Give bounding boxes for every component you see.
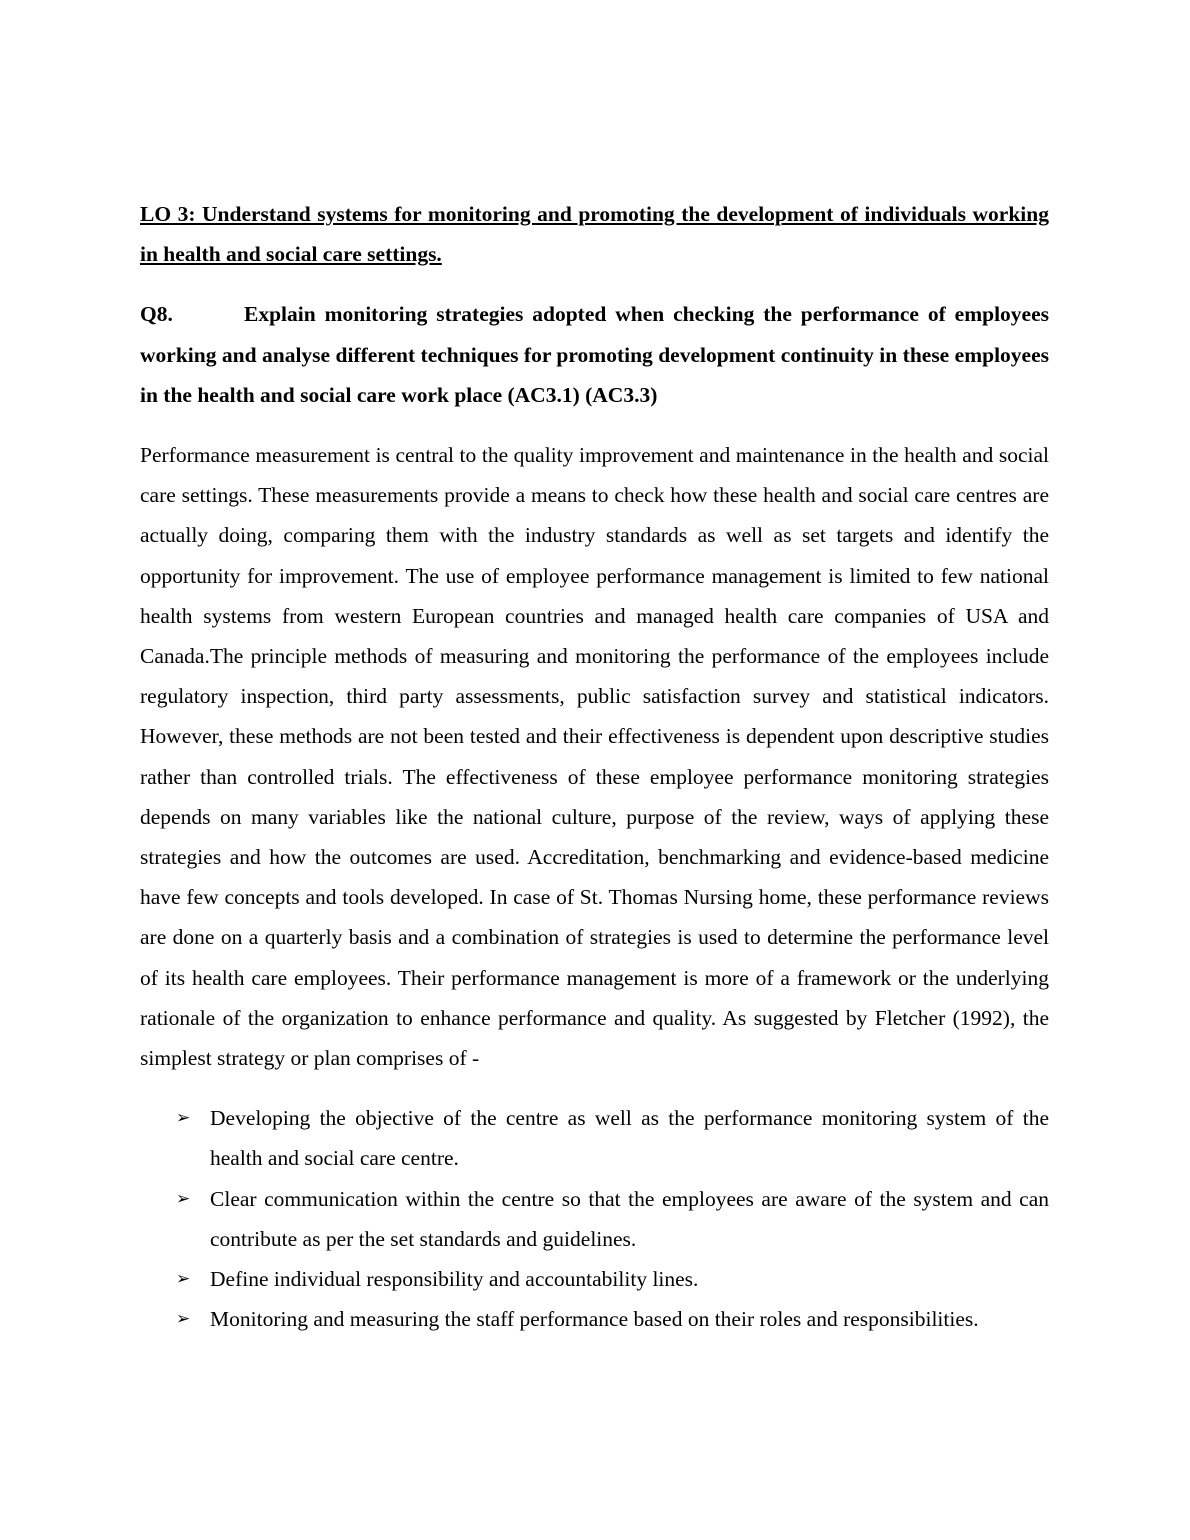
arrow-bullet-icon: ➢ (176, 1309, 191, 1330)
arrow-bullet-icon: ➢ (176, 1108, 191, 1129)
document-page (140, 194, 1049, 1339)
list-item-text: Define individual responsibility and accountability lines. (210, 1267, 699, 1292)
question-number: Q8. (140, 302, 173, 327)
list-item-text: Developing the objective of the centre as well as the performance monitoring system of the health and social care centre. (210, 1106, 1049, 1171)
list-item (140, 1098, 1049, 1178)
list-item-text: Monitoring and measuring the staff performance based on their roles and responsibilities. (210, 1307, 979, 1332)
list-item (140, 1179, 1049, 1259)
question-text: Explain monitoring strategies adopted when checking the performance of employees working and analyse different techniques for promoting development continuity in these employees in the health and social care work place (AC3.1) (AC3.3) (140, 302, 1049, 407)
lo-heading: LO 3: Understand systems for monitoring and promoting the development of individuals working in health and social care settings. (140, 202, 1049, 267)
body-paragraph: Performance measurement is central to the quality improvement and maintenance in the health and social care settings. These measurements provide a means to check how these health and social care centres are actually doing, comparing them with the industry standards as well as set targets and identify the opportunity for improvement. The use of employee performance management is limited to few national health systems from western European countries and managed health care companies of USA and Canada.The principle methods of measuring and monitoring the performance of the employees include regulatory inspection, third party assessments, public satisfaction survey and statistical indicators. However, these methods are not been tested and their effectiveness is dependent upon descriptive studies rather than controlled trials. The effectiveness of these employee performance monitoring strategies depends on many variables like the national culture, purpose of the review, ways of applying these strategies and how the outcomes are used. Accreditation, benchmarking and evidence-based medicine have few concepts and tools developed. In case of St. Thomas Nursing home, these performance reviews are done on a quarterly basis and a combination of strategies is used to determine the performance level of its health care employees. Their performance management is more of a framework or the underlying rationale of the organization to enhance performance and quality. As suggested by Fletcher (1992), the simplest strategy or plan comprises of - (140, 443, 1049, 1071)
list-item (140, 1299, 1049, 1339)
question-block (140, 294, 1049, 415)
list-item (140, 1259, 1049, 1299)
arrow-bullet-icon: ➢ (176, 1188, 191, 1209)
strategy-list (140, 1098, 1049, 1339)
arrow-bullet-icon: ➢ (176, 1269, 191, 1290)
list-item-text: Clear communication within the centre so that the employees are aware of the system and can contribute as per the set standards and guidelines. (210, 1186, 1049, 1251)
